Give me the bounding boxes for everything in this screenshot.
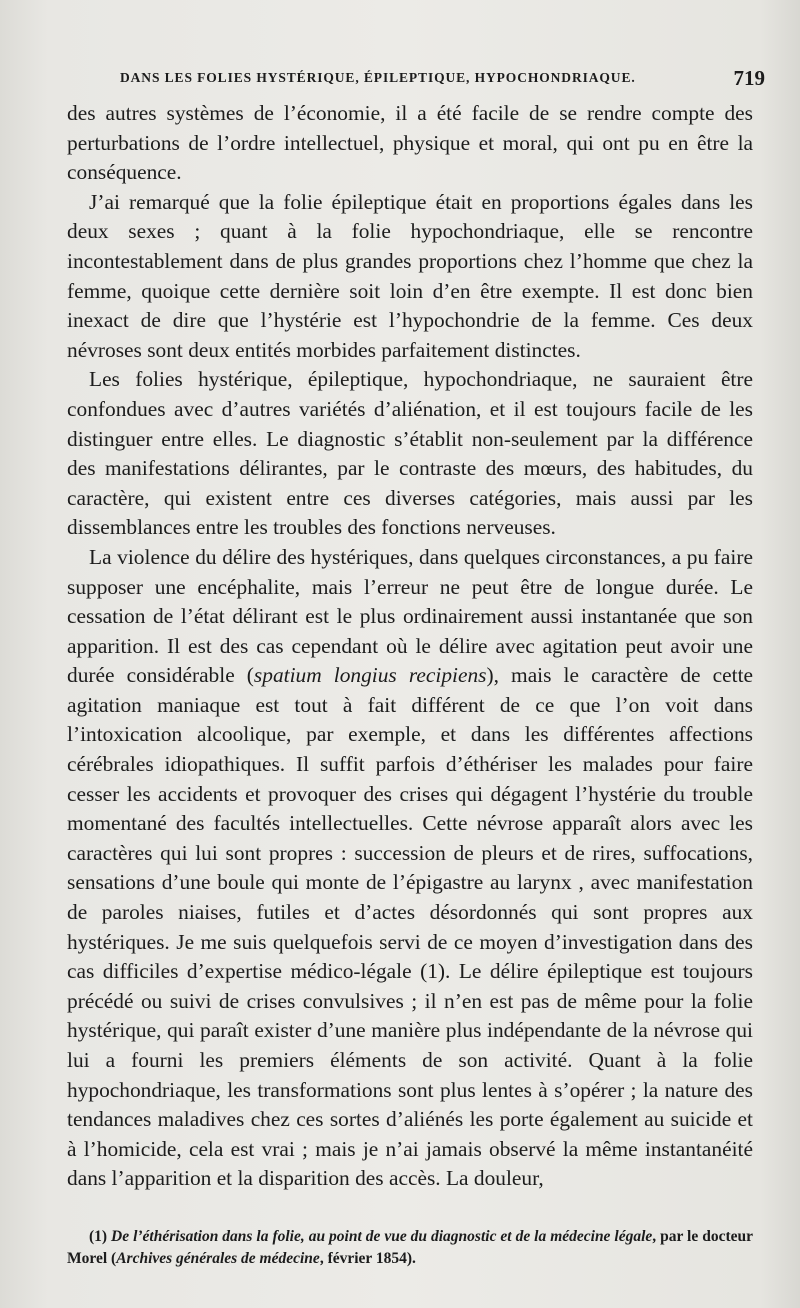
paragraph-continued: des autres systèmes de l’économie, il a été facile de se rendre compte des perturbations de l’ordre intellectuel, physique et moral, qui ont pu en être la conséquence. — [67, 101, 753, 185]
page-number: 719 — [733, 66, 765, 90]
paragraph: J’ai remarqué que la folie épileptique était en proportions égales dans les deux sexes ; quant à la folie hypochondriaque, elle se rencontre incontestablement dans de plus grandes proportions chez l’homme que chez la femme, quoique cette dernière soit loin d’en être exempte. Il est donc bien inexact de dire que l’hystérie est l’hypochondrie de la femme. Ces deux névroses sont deux entités morbides parfaitement distinctes. — [67, 189, 753, 362]
text-run: La violence du délire des hystériques, dans quelques circonstances, a pu faire supposer une encéphalite, mais l’erreur ne peut être de longue durée. Le cessation de l’état délirant est le plus ordinairement aussi instantanée que son apparition. Il est des cas cependant où le délire avec agitation peut avoir une durée considérable ( — [67, 544, 753, 688]
footnote-journal: Archives générales de médecine — [116, 1250, 320, 1267]
body-text — [67, 99, 753, 1194]
paragraph: Les folies hystérique, épileptique, hypochondriaque, ne sauraient être confondues avec d’autres variétés d’aliénation, et il est toujours facile de les distinguer entre elles. Le diagnostic s’établit non-seulement par la différence des manifestations délirantes, par le contraste des mœurs, des habitudes, du caractère, qui existent entre ces diverses catégories, mais aussi par les dissemblances entre les troubles des fonctions nerveuses. — [67, 367, 753, 540]
running-head: DANS LES FOLIES HYSTÉRIQUE, ÉPILEPTIQUE, HYPOCHONDRIAQUE. — [120, 70, 636, 85]
footnotes — [67, 1226, 753, 1270]
latin-quote: spatium longius recipiens — [253, 663, 487, 688]
footnote-title: De l’éthérisation dans la folie, au point de vue du diagnostic et de la médecine légale — [111, 1228, 653, 1245]
footnote-text: , par le docteur Morel ( — [67, 1228, 753, 1267]
footnote — [67, 1226, 753, 1270]
footnote-text: , février 1854). — [319, 1250, 416, 1267]
paragraph — [67, 543, 753, 1194]
footnote-marker: (1) — [89, 1228, 112, 1245]
text-run: ), mais le caractère de cette agitation maniaque est tout à fait différent de ce que l’on voit dans l’intoxication alcoolique, par exemple, et dans les différentes affections cérébrales idiopathiques. Il suffit parfois d’éthériser les malades pour faire cesser les accidents et provoquer des crises qui dégagent l’hystérie du trouble momentané des facultés intellectuelles. Cette névrose apparaît alors avec les caractères qui lui sont propres : succession de pleurs et de rires, suffocations, sensations d’une boule qui monte de l’épigastre au larynx , avec manifestation de paroles niaises, futiles et d’actes désordonnés qui sont propres aux hystériques. Je me suis quelquefois servi de ce moyen d’investigation dans des cas difficiles d’expertise médico-légale (1). Le délire épileptique est toujours précédé ou suivi de crises convulsives ; il n’en est pas de même pour la folie hystérique, qui paraît exister d’une manière plus indépendante de la névrose qui lui a fourni les premiers éléments de son activité. Quant à la folie hypochondriaque, les transformations sont plus lentes à s’opérer ; la nature des tendances maladives chez ces sortes d’aliénés les porte également au suicide et à l’homicide, cela est vrai ; mais je n’ai jamais observé la même instantanéité dans l’apparition et la disparition des accès. La douleur, — [67, 663, 754, 1191]
page-header — [120, 66, 765, 94]
